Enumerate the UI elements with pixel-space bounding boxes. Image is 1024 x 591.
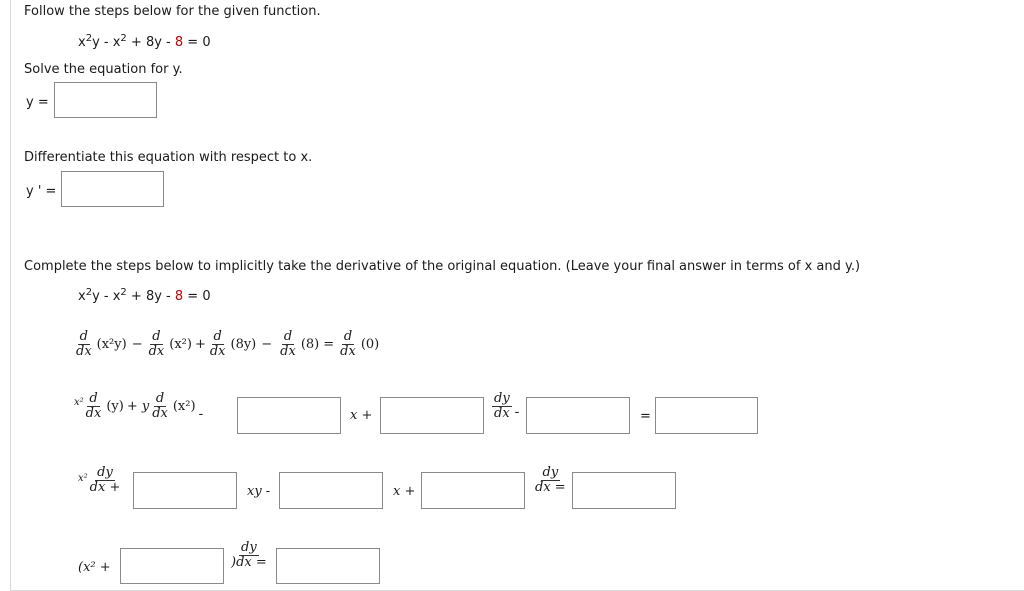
step3-xy: xy - <box>247 484 271 499</box>
original-equation: $x^2y - x^2 + 8y - 8 = 0$ <box>78 287 211 304</box>
step3-input-1[interactable] <box>133 472 237 509</box>
step3-input-4[interactable] <box>572 472 676 509</box>
step3-x-plus: x + <box>393 484 416 499</box>
differentiate-prompt: Differentiate this equation with respect to x. <box>24 150 313 165</box>
step1-derivative-line: $\frac{d}{dx}$ (x²y) − $\frac{d}{dx}$ (x²) + $\frac{d}{dx}$ (8y) − $\frac{d}{dx}$ (8) = $\frac{d}{dx}$ (0) <box>76 328 380 359</box>
step2-input-2[interactable] <box>380 397 484 434</box>
yprime-answer-input[interactable] <box>61 171 164 207</box>
y-answer-input[interactable] <box>54 82 157 118</box>
step4-open: (x² + <box>78 560 111 575</box>
instructions-text: Follow the steps below for the given function. <box>24 4 321 19</box>
step2-equals: = <box>640 409 651 424</box>
step2-input-1[interactable] <box>237 397 341 434</box>
step2-input-3[interactable] <box>526 397 630 434</box>
step3-input-2[interactable] <box>279 472 383 509</box>
step4-input-2[interactable] <box>276 548 380 584</box>
step2-input-4[interactable] <box>655 397 758 434</box>
complete-prompt: Complete the steps below to implicitly take the derivative of the original equation. (Leave your final answer in terms of x and y.) <box>24 259 861 274</box>
y-label: y = <box>26 95 49 110</box>
step3-dydx: $\frac{dy}{dx =}$ <box>535 464 566 495</box>
yprime-label: y ' = <box>26 184 57 199</box>
step2-line: x² $\frac{d}{dx}$ (y) + y $\frac{d}{dx}$ (x²) - <box>74 390 204 422</box>
step3-input-3[interactable] <box>421 472 525 509</box>
solve-prompt: Solve the equation for y. <box>24 62 183 77</box>
step3-left: x² $\frac{dy}{dx +}$ <box>78 464 121 495</box>
step4-input-1[interactable] <box>120 548 224 584</box>
step2-dydx: $\frac{dy}{dx}$ - <box>494 390 520 421</box>
step2-x-plus: x + <box>350 408 373 423</box>
step4-dydx: $\frac{dy}{)dx =}$ <box>231 539 267 570</box>
given-equation: $x^2y - x^2 + 8y - 8 = 0$ <box>78 33 211 50</box>
